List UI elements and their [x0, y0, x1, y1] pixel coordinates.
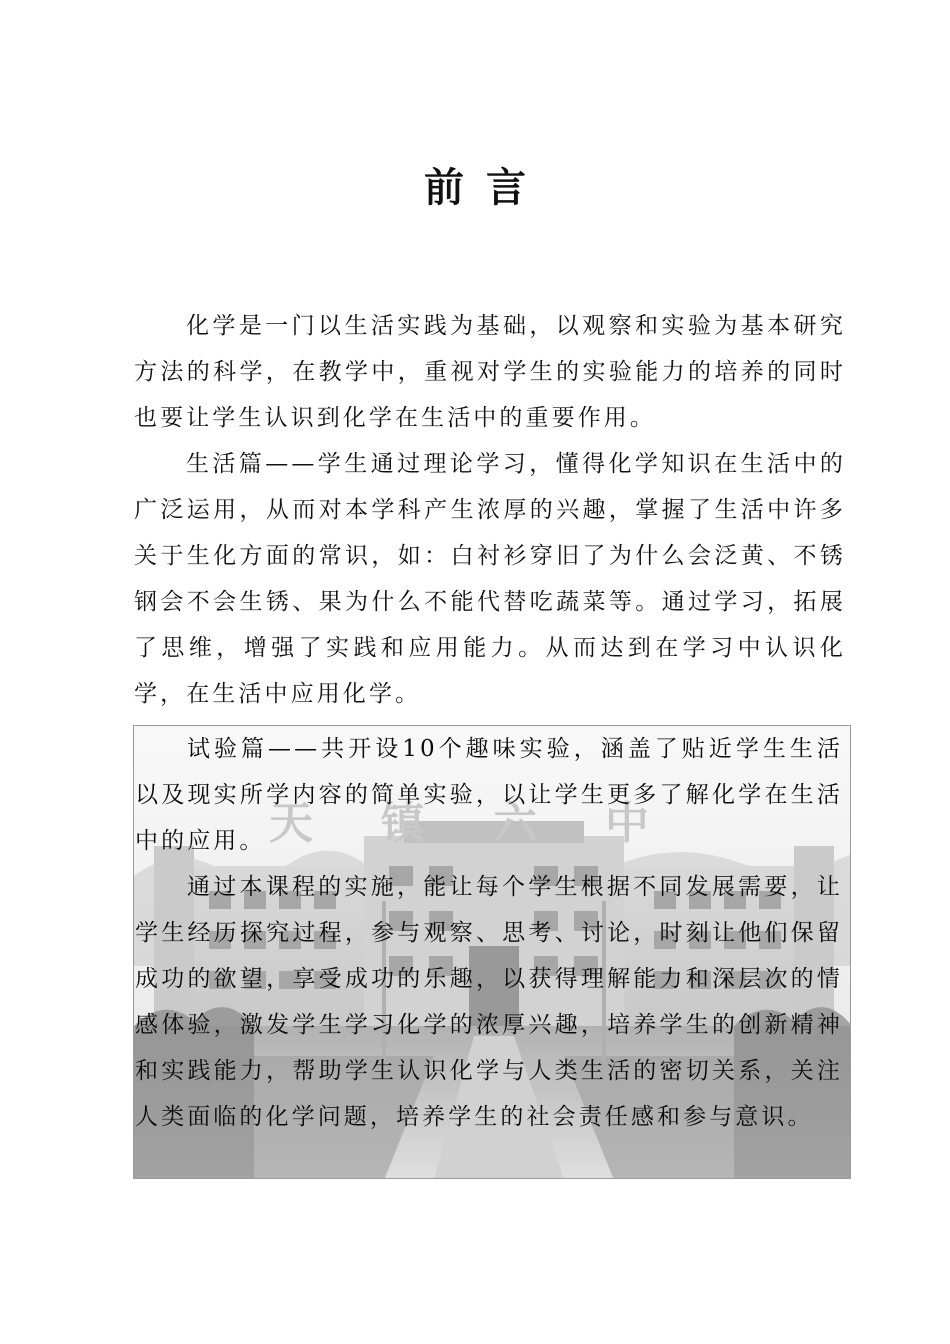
- paragraph-intro: 化学是一门以生活实践为基础，以观察和实验为基本研究方法的科学，在教学中，重视对学生的实验能力的培养的同时也要让学生认识到化学在生活中的重要作用。: [134, 313, 846, 431]
- paragraph-course-outcome: 通过本课程的实施，能让每个学生根据不同发展需要，让学生经历探究过程，参与观察、思考、讨论，时刻让他们保留成功的欲望，享受成功的乐趣，以获得理解能力和深层次的情感体验，激发学生学习化学的浓厚兴趣，培养学生的创新精神和实践能力，帮助学生认识化学与人类生活的密切关系，关注人类面临的化学问题，培养学生的社会责任感和参与意识。: [135, 874, 843, 1130]
- school-sign-text: 天镇六中: [269, 798, 717, 849]
- page-title: 前言: [424, 165, 548, 211]
- school-photo-background: [133, 725, 851, 1179]
- paragraph-life-section: 生活篇——学生通过理论学习，懂得化学知识在生活中的广泛运用，从而对本学科产生浓厚的兴趣，掌握了生活中许多关于生化方面的常识，如：白衬衫穿旧了为什么会泛黄、不锈钢会不会生锈、果为什么不能代替吃蔬菜等。通过学习，拓展了思维，增强了实践和应用能力。从而达到在学习中认识化学，在生活中应用化学。: [134, 451, 846, 707]
- paragraph-experiment-section: 试验篇——共开设10个趣味实验，涵盖了贴近学生生活以及现实所学内容的简单实验，以让学生更多了解化学在生活中的应用。: [135, 736, 843, 854]
